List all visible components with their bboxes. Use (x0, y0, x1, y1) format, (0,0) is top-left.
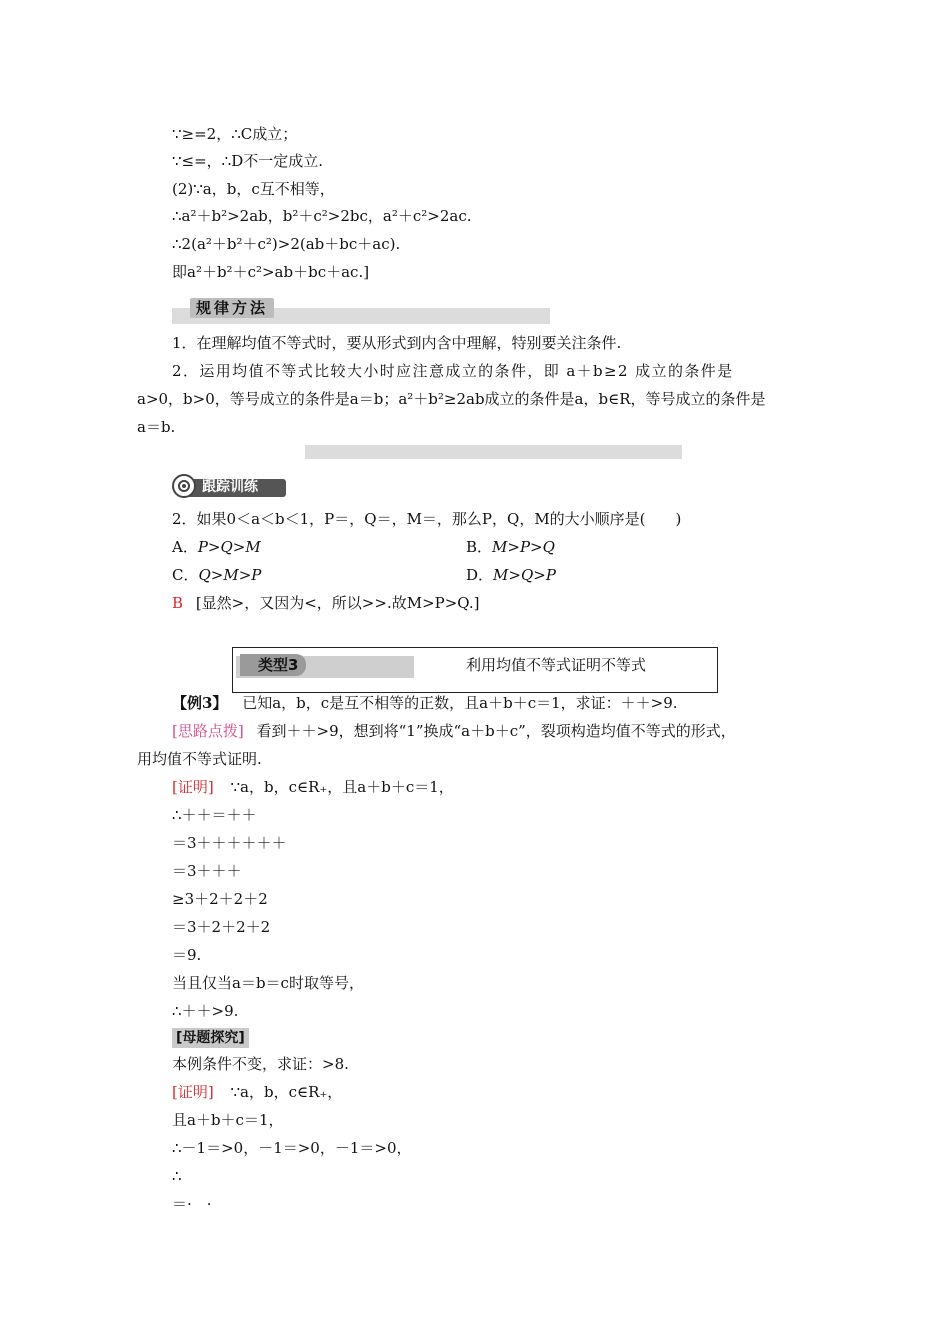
separator-bar (305, 445, 682, 459)
option-b (466, 537, 555, 557)
rules-item-2-line: a>0，b>0，等号成立的条件是a＝b；a²＋b²≥2ab成立的条件是a，b∈R，等号成立的条件是 (137, 390, 766, 408)
proof-line: ∴＋＋>9. (172, 1002, 239, 1020)
option-label: A． (172, 538, 198, 556)
option-text: M>P>Q (492, 538, 555, 556)
proof-line: ∴＋＋＝＋＋ (172, 806, 257, 824)
proof-line: ∴ (172, 1167, 182, 1185)
rules-item-2-line: a＝b. (137, 418, 176, 436)
proof-line: ∴－1＝>0，－1＝>0，－1＝>0， (172, 1139, 412, 1157)
text-line: (2)∵a，b，c互不相等， (172, 180, 335, 198)
tracking-training-label: 跟踪训练 (202, 479, 258, 495)
proof-line: ＝· · (172, 1195, 212, 1213)
option-text: Q>M>P (198, 566, 262, 584)
option-c (172, 565, 261, 585)
hint-label: [思路点拨] (172, 722, 244, 740)
answer-letter: B (172, 594, 184, 612)
proof-first-line: ∵a，b，c∈R₊，且a＋b＋c＝1， (230, 778, 454, 796)
text-line: ∵≥=2，∴C成立； (172, 125, 298, 143)
option-text: P>Q>M (197, 538, 261, 556)
proof-line: ≥3＋2＋2＋2 (172, 890, 268, 908)
example3-text: 已知a，b，c是互不相等的正数，且a＋b＋c＝1，求证：＋＋>9. (242, 694, 678, 712)
proof-label: [证明] (172, 778, 214, 796)
proof-line: 且a＋b＋c＝1， (172, 1111, 284, 1129)
proof-line: ＝3＋＋＋ (172, 862, 242, 880)
option-label: C． (172, 566, 199, 584)
option-a (172, 537, 261, 557)
proof-line (172, 777, 454, 797)
hint-text: 看到＋＋>9，想到将“1”换成“a＋b＋c”，裂项构造均值不等式的形式， (256, 722, 736, 740)
type3-badge: 类型3 (240, 654, 306, 676)
question-text: 2．如果0＜a＜b＜1，P＝，Q＝，M＝，那么P，Q，M的大小顺序是( ) (172, 510, 682, 528)
hint-line-2: 用均值不等式证明. (137, 750, 262, 768)
proof-line: ＝9. (172, 946, 202, 964)
option-d (466, 565, 556, 585)
hint-line (172, 721, 736, 741)
proof-label: [证明] (172, 1083, 214, 1101)
proof-line: ＝3＋2＋2＋2 (172, 918, 271, 936)
tracking-training-heading (172, 474, 286, 500)
proof-line: 当且仅当a＝b＝c时取等号， (172, 974, 364, 992)
answer-explanation: [显然>，又因为<，所以>>.故M>P>Q.] (195, 594, 480, 612)
text-line: ∴2(a²＋b²＋c²)>2(ab＋bc＋ac). (172, 235, 401, 253)
example3-label: 【例3】 (172, 694, 228, 712)
text-line: ∴a²＋b²>2ab，b²＋c²>2bc，a²＋c²>2ac. (172, 207, 472, 225)
proof-line: ＝3＋＋＋＋＋＋ (172, 834, 287, 852)
option-label: B． (466, 538, 493, 556)
proof-first-line: ∵a，b，c∈R₊， (230, 1083, 343, 1101)
answer-line (172, 593, 479, 613)
text-line: ∵≤=，∴D不一定成立. (172, 152, 324, 170)
example3-line (172, 693, 678, 713)
type3-title: 利用均值不等式证明不等式 (466, 656, 647, 674)
text-line: 即a²＋b²＋c²>ab＋bc＋ac.] (172, 263, 370, 281)
proof-line (172, 1082, 342, 1102)
rules-method-heading: 规律方法 (190, 298, 274, 318)
option-label: D． (466, 566, 494, 584)
mother-problem-text: 本例条件不变，求证：>8. (172, 1055, 349, 1073)
target-icon (172, 474, 196, 498)
option-text: M>Q>P (493, 566, 556, 584)
rules-item-1: 1．在理解均值不等式时，要从形式到内含中理解，特别要关注条件. (172, 334, 622, 352)
rules-item-2-line: 2．运用均值不等式比较大小时应注意成立的条件，即 a＋b≥2 成立的条件是 (172, 362, 734, 380)
mother-problem-heading: [母题探究] (172, 1028, 249, 1048)
